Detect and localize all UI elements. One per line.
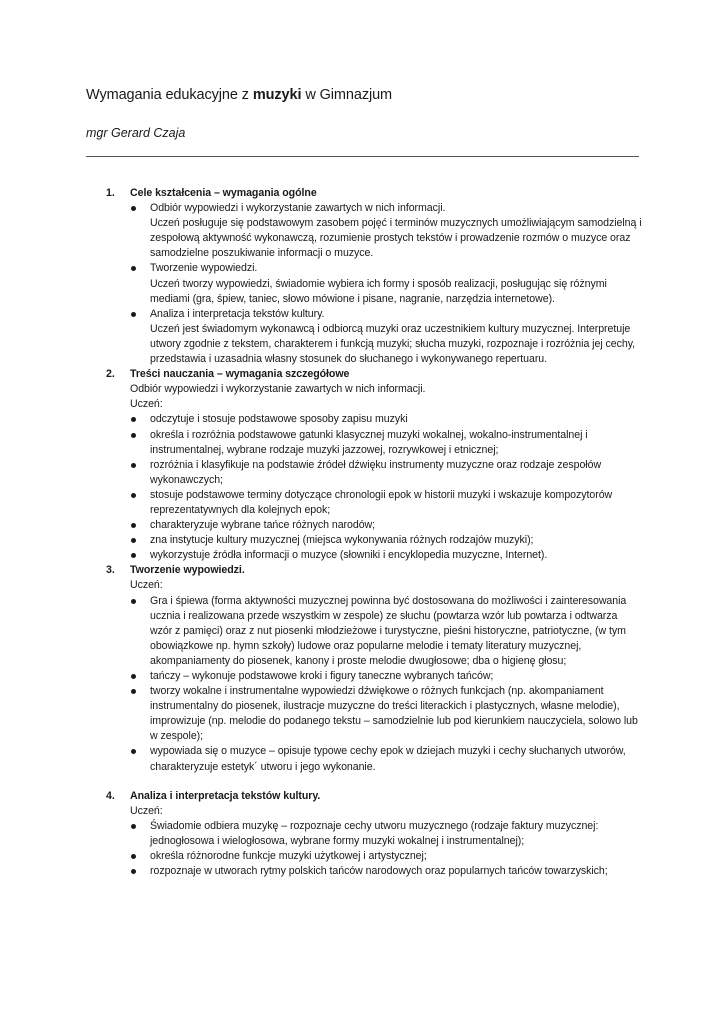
bullet-list: [130, 412, 642, 563]
list-item: [150, 684, 642, 744]
section-number: 3.: [106, 564, 115, 577]
list-item: [150, 518, 642, 533]
item-text: określa i rozróżnia podstawowe gatunki klasycznej muzyki wokalnej, wokalno-instrumentalnej i instrumentalnej, wybrane rodzaje muzyki jazzowej, rozrywkowej i etnicznej;: [150, 428, 588, 456]
section-title: Analiza i interpretacja tekstów kultury.: [130, 789, 321, 802]
bullet-list: [130, 819, 642, 879]
section-title: Tworzenie wypowiedzi.: [130, 564, 245, 577]
item-text: Uczeń tworzy wypowiedzi, świadomie wybiera ich formy i sposób realizacji, posługując się różnymi mediami (gra, śpiew, taniec, słowo mówione i pisane, nagranie, narzędzia internetowe).: [150, 277, 607, 305]
section-lead: Uczeń:: [130, 804, 163, 817]
bullet-icon: [131, 206, 136, 211]
document-body: [86, 186, 642, 879]
section-title: Treści nauczania – wymagania szczegółowe: [130, 368, 350, 381]
title-suffix: w Gimnazjum: [301, 87, 393, 103]
item-text: Uczeń posługuje się podstawowym zasobem pojęć i terminów muzycznych umożliwiającym samodzielną i zespołową aktywność wykonawczą, rozumienie prostych tekstów i prowadzenie rozmów o muzyce oraz samodzielne poszukiwanie informacji o muzyce.: [150, 217, 642, 260]
list-item: [150, 819, 642, 849]
item-text: Gra i śpiewa (forma aktywności muzycznej powinna być dostosowana do możliwości i zainteresowania ucznia i realizowana przede wszystkim w zespole) ze słuchu (powtarza wzór lub powtarza i odtwarza wzór z pamięci) oraz z nut piosenki młodzieżowe i turystyczne, pieśni historyczne, patriotyczne, (w tym obowiązkowe np. hymn szkoły) ludowe oraz popularne melodie i tematy literatury muzycznej, akompaniamenty do piosenek, kanony i proste melodie dwugłosowe; dba o higienę głosu;: [150, 594, 627, 667]
list-item: [150, 669, 642, 684]
section-3: [86, 563, 642, 774]
section-2: [86, 367, 642, 563]
section-1: [86, 186, 642, 367]
bullet-icon: [131, 854, 136, 859]
document-title: [86, 87, 392, 103]
header-divider: [86, 156, 639, 157]
list-item: [150, 488, 642, 518]
item-text: odczytuje i stosuje podstawowe sposoby zapisu muzyki: [150, 413, 408, 426]
list-item: [150, 261, 642, 306]
bullet-icon: [131, 538, 136, 543]
bullet-icon: [131, 599, 136, 604]
item-text: charakteryzuje wybrane tańce różnych narodów;: [150, 519, 376, 532]
item-text: stosuje podstawowe terminy dotyczące chronologii epok w historii muzyki i wskazuje kompozytorów reprezentatywnych dla kolejnych epok;: [150, 488, 613, 516]
bullet-list: [130, 201, 642, 367]
item-text: Uczeń jest świadomym wykonawcą i odbiorcą muzyki oraz uczestnikiem kultury muzycznej. Interpretuje utwory zgodnie z tekstem, charakterem i funkcją muzyki; słucha muzyki, rozpoznaje i rozróżnia jej cechy, przedstawia i uzasadnia własny stosunek do słuchanego i wykonywanego repertuaru.: [150, 322, 636, 366]
bullet-icon: [131, 869, 136, 874]
item-heading: Tworzenie wypowiedzi.: [150, 262, 258, 275]
item-text: tworzy wokalne i instrumentalne wypowiedzi dźwiękowe o różnych funkcjach (np. akompaniament instrumentalny do piosenek, ilustracje muzyczne do treści literackich i plastycznych, własne melodie), improwizuje (np. melodie do podanego tekstu – samodzielnie lub pod kierunkiem nauczyciela, solowo lub w zespole);: [150, 685, 638, 743]
item-text: rozpoznaje w utworach rytmy polskich tańców narodowych oraz popularnych tańców towarzyskich;: [150, 865, 608, 878]
author-name: mgr Gerard Czaja: [86, 126, 186, 140]
item-text: określa różnorodne funkcje muzyki użytkowej i artystycznej;: [150, 850, 427, 863]
section-number: 1.: [106, 187, 115, 199]
list-item: [150, 849, 642, 864]
section-4: [86, 789, 642, 880]
item-heading: Analiza i interpretacja tekstów kultury.: [150, 307, 325, 320]
bullet-icon: [131, 417, 136, 422]
bullet-icon: [131, 689, 136, 694]
item-text: rozróżnia i klasyfikuje na podstawie źródeł dźwięku instrumenty muzyczne oraz rodzaje zespołów wykonawczych;: [150, 458, 602, 486]
section-number: 2.: [106, 368, 115, 381]
list-item: [150, 533, 642, 548]
bullet-icon: [131, 493, 136, 498]
bullet-icon: [131, 463, 136, 468]
list-item: [150, 744, 642, 774]
section-lead: Uczeń:: [130, 398, 163, 411]
list-item: [150, 307, 642, 367]
bullet-icon: [131, 674, 136, 679]
section-number: 4.: [106, 789, 115, 802]
bullet-icon: [131, 523, 136, 528]
section-lead: Uczeń:: [130, 579, 163, 592]
bullet-icon: [131, 553, 136, 558]
title-prefix: Wymagania edukacyjne z: [86, 87, 253, 103]
bullet-icon: [131, 749, 136, 754]
section-title: Cele kształcenia – wymagania ogólne: [130, 187, 317, 199]
item-heading: Odbiór wypowiedzi i wykorzystanie zawartych w nich informacji.: [150, 202, 446, 215]
item-text: wypowiada się o muzyce – opisuje typowe cechy epok w dziejach muzyki i cechy słuchanych utworów, charakteryzuje estetyk´ utworu i jego wykonanie.: [150, 745, 626, 773]
section-spacer: [86, 775, 642, 789]
bullet-icon: [131, 266, 136, 271]
bullet-icon: [131, 433, 136, 438]
bullet-icon: [131, 312, 136, 317]
list-item: [150, 201, 642, 261]
list-item: [150, 458, 642, 488]
list-item: [150, 594, 642, 669]
list-item: [150, 412, 642, 427]
list-item: [150, 428, 642, 458]
item-text: zna instytucje kultury muzycznej (miejsca wykonywania różnych rodzajów muzyki);: [150, 534, 534, 547]
item-text: wykorzystuje źródła informacji o muzyce (słowniki i encyklopedia muzyczne, Internet).: [150, 549, 548, 562]
item-text: tańczy – wykonuje podstawowe kroki i figury taneczne wybranych tańców;: [150, 670, 494, 682]
section-intro: Odbiór wypowiedzi i wykorzystanie zawartych w nich informacji.: [130, 383, 426, 396]
bullet-list: [130, 594, 642, 775]
item-text: Świadomie odbiera muzykę – rozpoznaje cechy utworu muzycznego (rodzaje faktury muzycznej: jednogłosowa i wielogłosowa, wybrane formy muzyki wokalnej i instrumentalnej);: [150, 819, 599, 847]
title-subject: muzyki: [252, 87, 302, 103]
bullet-icon: [131, 824, 136, 829]
list-item: [150, 548, 642, 563]
list-item: [150, 864, 642, 879]
